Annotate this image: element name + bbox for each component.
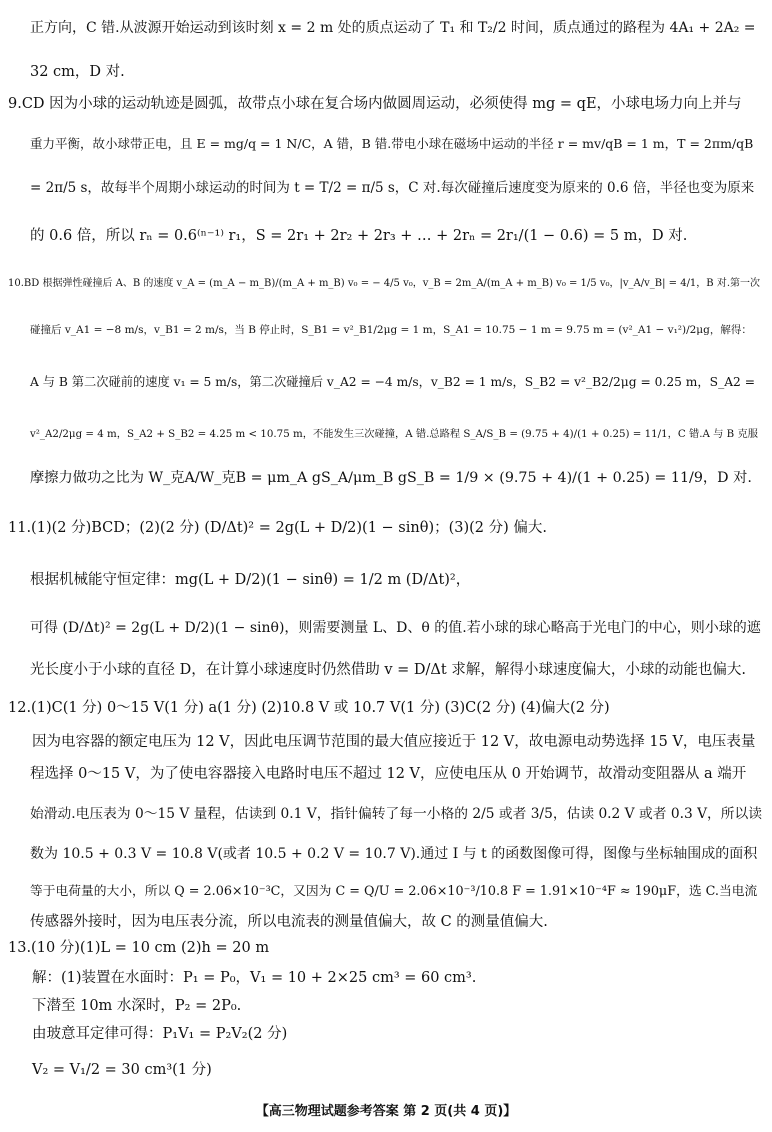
q13-line1: 13.(10 分)(1)L = 10 cm (2)h = 20 m bbox=[8, 940, 270, 956]
q9-line3: = 2π/5 s，故每半个周期小球运动的时间为 t = T/2 = π/5 s，C 对.每次碰撞后速度变为原来的 0.6 倍，半径也变为原来 bbox=[30, 180, 755, 196]
q12-line2: 因为电容器的额定电压为 12 V，因此电压调节范围的最大值应接近于 12 V，故电源电动势选择 15 V，电压表量 bbox=[32, 734, 756, 750]
q11-line3: 可得 (D/Δt)² = 2g(L + D/2)(1 − sinθ)，则需要测量 L、D、θ 的值.若小球的球心略高于光电门的中心，则小球的遮 bbox=[30, 620, 761, 636]
q10-line4: v²_A2/2μg = 4 m，S_A2 + S_B2 = 4.25 m < 10.75 m，不能发生三次碰撞，A 错.总路程 S_A/S_B = (9.75 + 4)/(1 + 0.25) = 11/1，C 错.A 与 B 克服 bbox=[30, 428, 758, 440]
q13-line3: 下潜至 10m 水深时，P₂ = 2P₀. bbox=[32, 998, 242, 1014]
q9-line2: 重力平衡，故小球带正电，且 E = mg/q = 1 N/C，A 错，B 错.带电小球在磁场中运动的半径 r = mv/qB = 1 m，T = 2πm/qB bbox=[30, 136, 754, 151]
q13-line4: 由玻意耳定律可得：P₁V₁ = P₂V₂(2 分) bbox=[32, 1026, 288, 1042]
page-footer: 【高三物理试题参考答案 第 2 页(共 4 页)】 bbox=[255, 1104, 517, 1119]
q12-line7: 传感器外接时，因为电压表分流，所以电流表的测量值偏大，故 C 的测量值偏大. bbox=[30, 914, 548, 930]
q10-line1: 10.BD 根据弹性碰撞后 A、B 的速度 v_A = (m_A − m_B)/(m_A + m_B) v₀ = − 4/5 v₀，v_B = 2m_A/(m_A + m_B) v₀ = 1/5 v₀，|v_A/v_B| = 4/1，B 对.第一次 bbox=[8, 278, 761, 289]
q12-line6: 等于电荷量的大小，所以 Q = 2.06×10⁻³C，又因为 C = Q/U = 2.06×10⁻³/10.8 F = 1.91×10⁻⁴F ≈ 190μF，选 C.当电流 bbox=[30, 884, 758, 899]
q12-line5: 数为 10.5 + 0.3 V = 10.8 V(或者 10.5 + 0.2 V = 10.7 V).通过 I 与 t 的函数图像可得，图像与坐标轴围成的面积 bbox=[30, 846, 758, 862]
q13-line2: 解：(1)装置在水面时：P₁ = P₀，V₁ = 10 + 2×25 cm³ = 60 cm³. bbox=[32, 970, 477, 986]
q11-line4: 光长度小于小球的直径 D，在计算小球速度时仍然借助 v = D/Δt 求解，解得小球速度偏大，小球的动能也偏大. bbox=[30, 662, 746, 678]
q8-cont-line2: 32 cm，D 对. bbox=[30, 64, 125, 80]
q9-line4: 的 0.6 倍，所以 rₙ = 0.6⁽ⁿ⁻¹⁾ r₁，S = 2r₁ + 2r₂ + 2r₃ + … + 2rₙ = 2r₁/(1 − 0.6) = 5 m，D 对. bbox=[30, 228, 688, 244]
q13-line5: V₂ = V₁/2 = 30 cm³(1 分) bbox=[32, 1062, 212, 1078]
q12-line1: 12.(1)C(1 分) 0～15 V(1 分) a(1 分) (2)10.8 V 或 10.7 V(1 分) (3)C(2 分) (4)偏大(2 分) bbox=[8, 700, 610, 716]
q12-line4: 始滑动.电压表为 0～15 V 量程，估读到 0.1 V，指针偏转了每一小格的 2/5 或者 3/5，估读 0.2 V 或者 0.3 V，所以读 bbox=[30, 806, 763, 822]
q8-cont-line1: 正方向，C 错.从波源开始运动到该时刻 x = 2 m 处的质点运动了 T₁ 和 T₂/2 时间，质点通过的路程为 4A₁ + 2A₂ = bbox=[30, 20, 756, 36]
q11-line2: 根据机械能守恒定律：mg(L + D/2)(1 − sinθ) = 1/2 m (D/Δt)²， bbox=[30, 572, 471, 588]
q12-line3: 程选择 0～15 V，为了使电容器接入电路时电压不超过 12 V，应使电压从 0 开始调节，故滑动变阻器从 a 端开 bbox=[30, 766, 747, 782]
q10-line2: 碰撞后 v_A1 = −8 m/s，v_B1 = 2 m/s，当 B 停止时，S_B1 = v²_B1/2μg = 1 m，S_A1 = 10.75 − 1 m = 9.75 m = (v²_A1 − v₁²)/2μg，解得： bbox=[30, 324, 752, 336]
q9-line1: 9.CD 因为小球的运动轨迹是圆弧，故带点小球在复合场内做圆周运动，必须使得 mg = qE，小球电场力向上并与 bbox=[8, 96, 742, 112]
q10-line3: A 与 B 第二次碰前的速度 v₁ = 5 m/s，第二次碰撞后 v_A2 = −4 m/s，v_B2 = 1 m/s，S_B2 = v²_B2/2μg = 0.25 m，S_A2 = bbox=[30, 375, 755, 389]
q10-line5: 摩擦力做功之比为 W_克A/W_克B = μm_A gS_A/μm_B gS_B = 1/9 × (9.75 + 4)/(1 + 0.25) = 11/9，D 对. bbox=[30, 470, 752, 486]
q11-line1: 11.(1)(2 分)BCD；(2)(2 分) (D/Δt)² = 2g(L + D/2)(1 − sinθ)；(3)(2 分) 偏大. bbox=[8, 520, 548, 536]
